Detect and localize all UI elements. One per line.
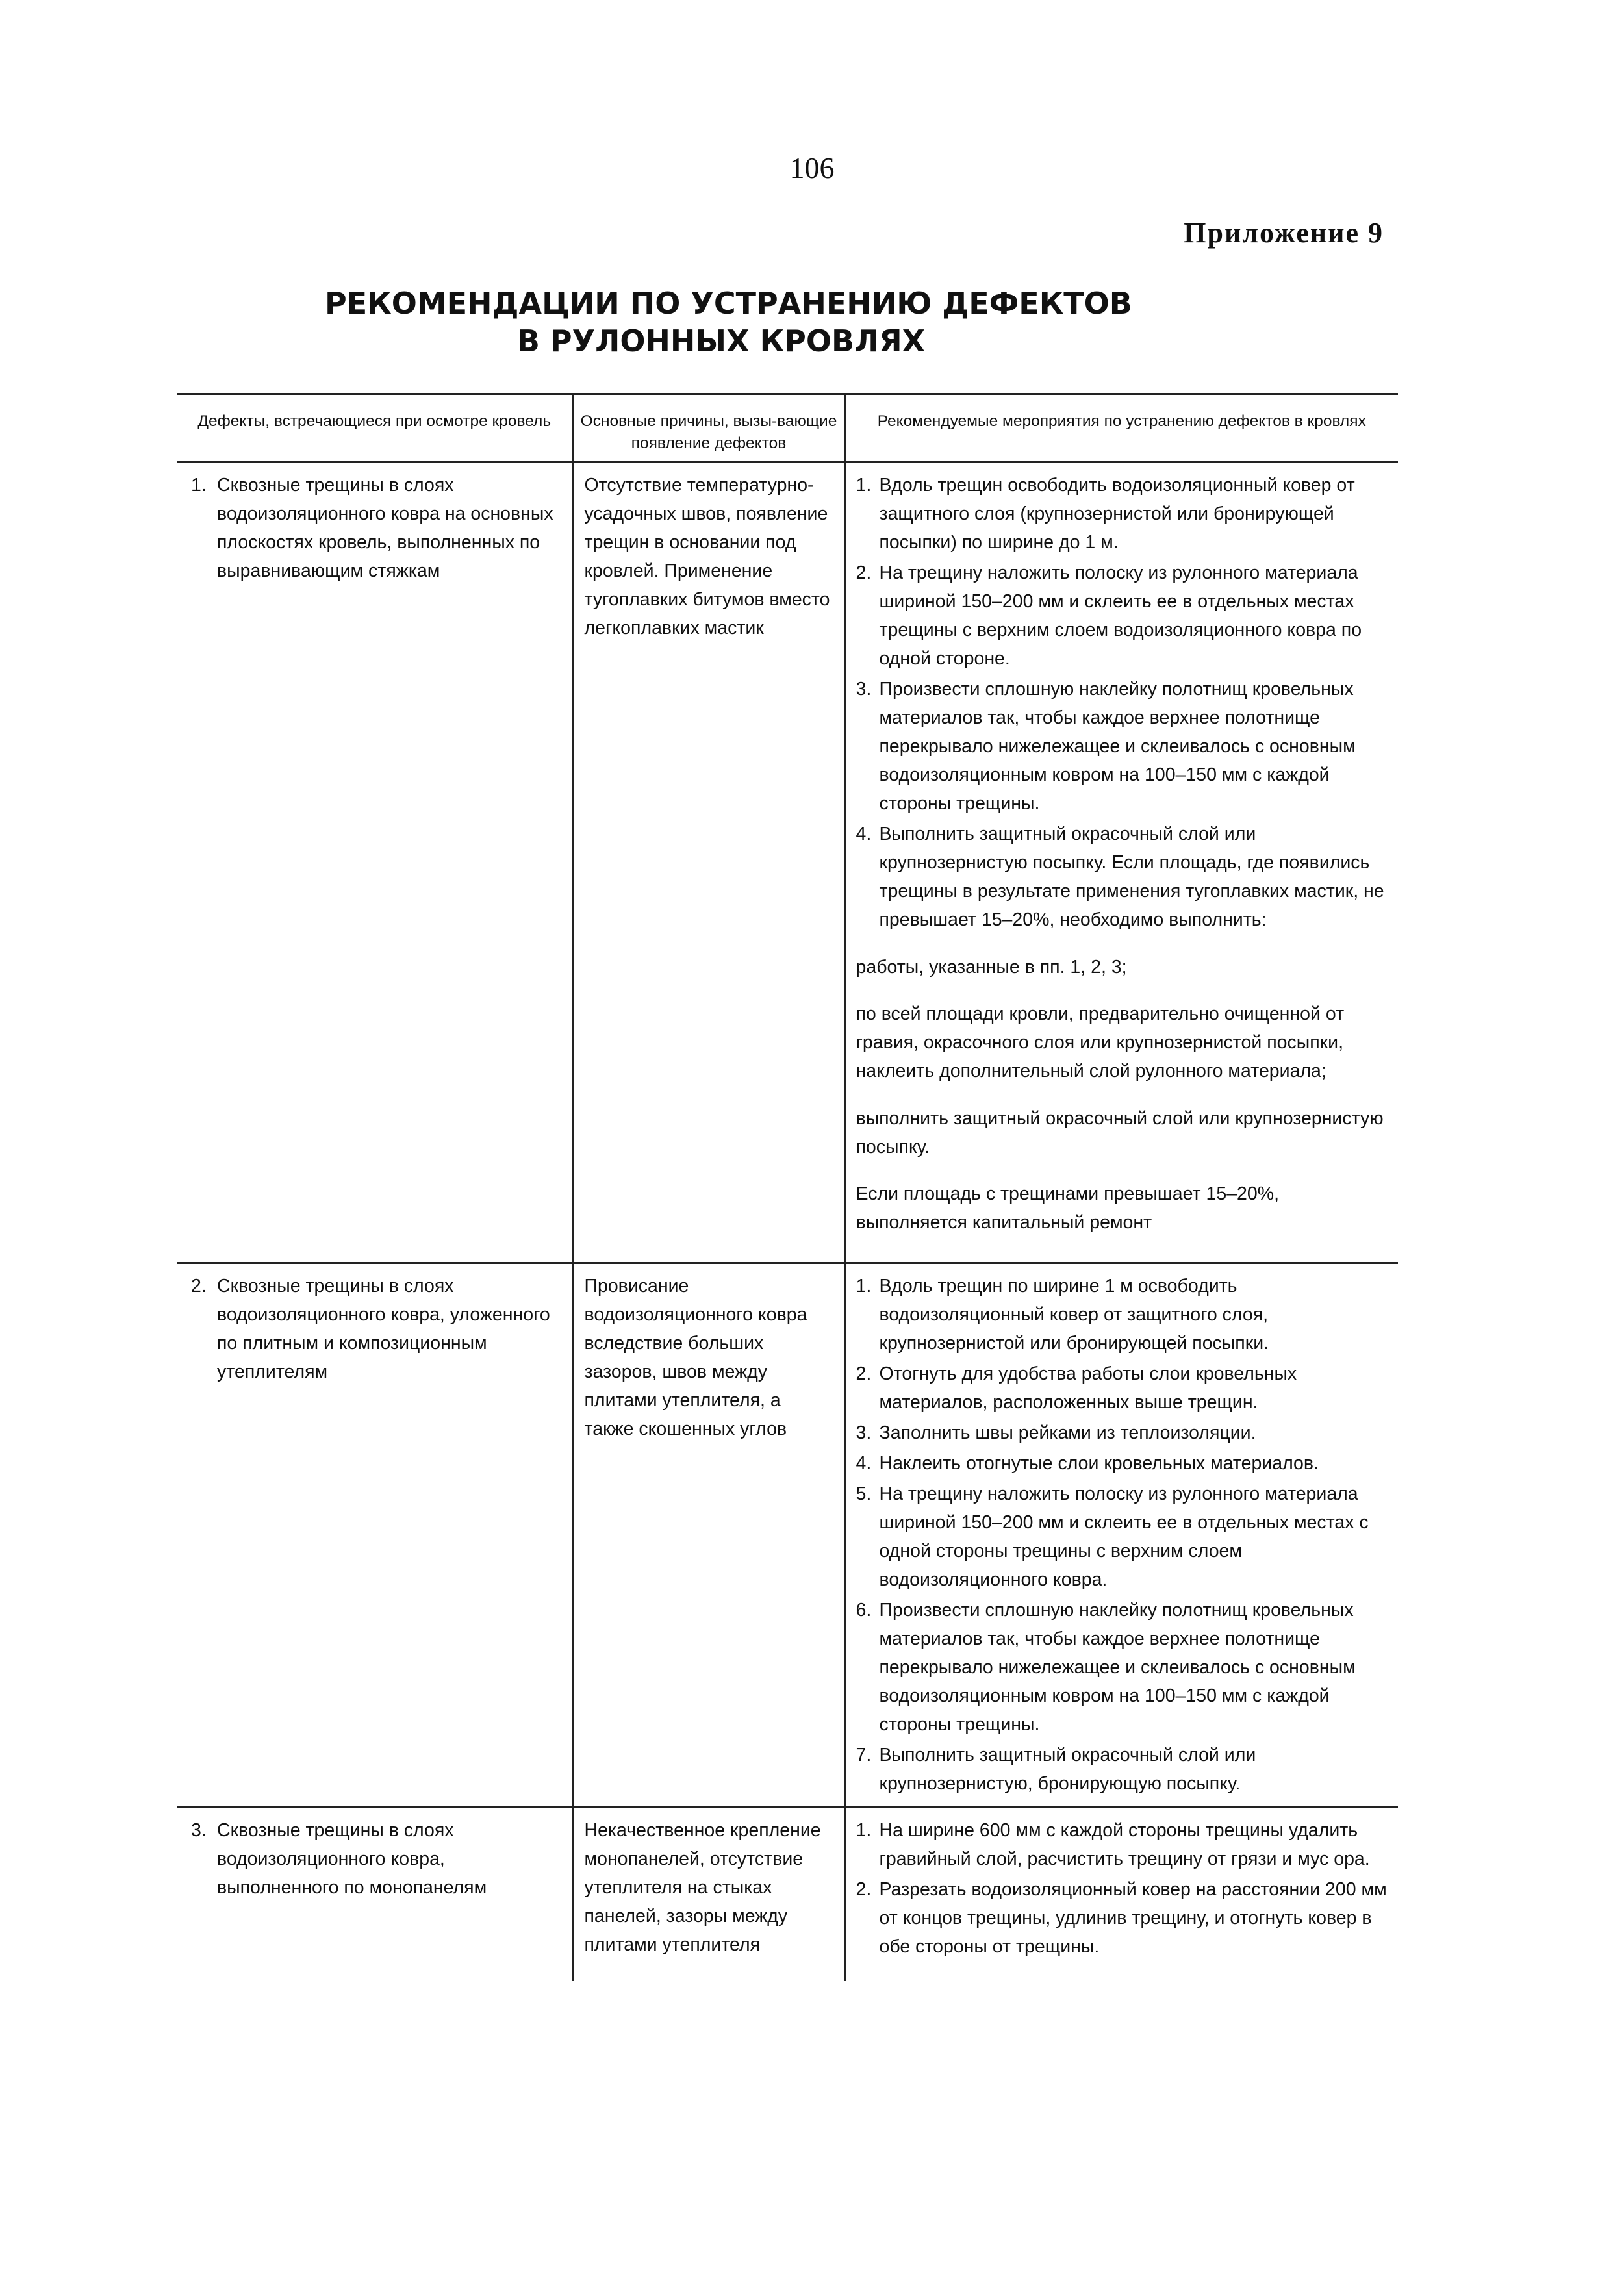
measure-text: Вдоль трещин освободить водоизоляционный ковер от защитного слоя (крупнозернистой или бронирующей посыпки) по ширине до 1 м. <box>879 475 1355 553</box>
measure-item <box>856 675 1388 818</box>
measure-number: 4. <box>856 1452 872 1474</box>
measure-number: 2. <box>856 562 872 583</box>
measures-cell <box>844 462 1398 1263</box>
measure-item <box>856 1480 1388 1594</box>
page-title-line-1: РЕКОМЕНДАЦИИ ПО УСТРАНЕНИЮ ДЕФЕКТОВ <box>325 286 1132 321</box>
measure-text: На трещину наложить полоску из рулонного материала шириной 150–200 мм и склеить ее в отдельных местах трещины с верхним слоем водоизоляционного ковра по одной стороне. <box>879 562 1362 669</box>
measure-text: Разрезать водоизоляционный ковер на расстоянии 200 мм от концов трещины, удлинив трещину, и отогнуть ковер в обе стороны от трещины. <box>879 1878 1387 1957</box>
header-measures: Рекомендуемые мероприятия по устранению дефектов в кровлях <box>844 394 1398 462</box>
measures-cell <box>844 1263 1398 1807</box>
measures-list <box>856 1272 1388 1798</box>
defect-text: Сквозные трещины в слоях водоизоляционного ковра на основных плоскостях кровель, выполненных по выравнивающим стяжкам <box>217 475 553 581</box>
measures-cell <box>844 1807 1398 1981</box>
measure-number: 4. <box>856 824 872 844</box>
defect-number: 2. <box>191 1275 207 1296</box>
measure-text: Выполнить защитный окрасочный слой или крупнозернистую, бронирующую посыпку. <box>879 1744 1256 1794</box>
header-defects: Дефекты, встречающиеся при осмотре кровель <box>177 394 573 462</box>
measure-item <box>856 1419 1388 1447</box>
cause-cell <box>573 462 844 1263</box>
measures-list <box>856 471 1388 934</box>
defect-text: Сквозные трещины в слоях водоизоляционного ковра, выполненного по монопанелям <box>217 1819 487 1898</box>
cause-cell <box>573 1807 844 1981</box>
measure-number: 1. <box>856 1819 872 1841</box>
measure-item <box>856 1359 1388 1417</box>
page-title-line-2: В РУЛОННЫХ КРОВЛЯХ <box>516 323 926 359</box>
table-row <box>177 1807 1398 1981</box>
measure-item <box>856 1596 1388 1739</box>
measure-number: 3. <box>856 679 872 700</box>
measure-item <box>856 1875 1388 1961</box>
measure-subitem: выполнить защитный окрасочный слой или крупнозернистую посыпку. <box>856 1107 1384 1157</box>
measure-item <box>856 820 1388 934</box>
measure-item <box>856 1741 1388 1798</box>
table-row <box>177 462 1398 1263</box>
measure-number: 6. <box>856 1599 872 1621</box>
measure-text: Произвести сплошную наклейку полотнищ кровельных материалов так, чтобы каждое верхнее полотнище перекрывало нижележащее и склеивалось с основным водоизоляционным ковром на 100–150 мм с каждой стороны трещины. <box>879 679 1356 814</box>
cause-cell <box>573 1263 844 1807</box>
measure-text: Выполнить защитный окрасочный слой или крупнозернистую посыпку. Если площадь, где появились трещины в результате применения тугоплавких мастик, не превышает 15–20%, необходимо выполнить: <box>879 824 1384 930</box>
page-number: 106 <box>789 151 835 184</box>
table-row <box>177 1263 1398 1807</box>
defect-text: Сквозные трещины в слоях водоизоляционного ковра, уложенного по плитным и композиционным утеплителям <box>217 1275 550 1382</box>
measures-list <box>856 1816 1388 1961</box>
measure-note: Если площадь с трещинами превышает 15–20%, выполняется капитальный ремонт <box>856 1183 1280 1233</box>
appendix-label: Приложение 9 <box>1184 217 1384 249</box>
page-title <box>325 284 1132 360</box>
defect-cell <box>177 462 573 1263</box>
recommendations-table <box>177 393 1398 1981</box>
defect-number: 1. <box>191 475 207 496</box>
measure-item <box>856 471 1388 557</box>
defect-cell <box>177 1263 573 1807</box>
measure-number: 2. <box>856 1363 872 1384</box>
measure-subitem: работы, указанные в пп. 1, 2, 3; <box>856 956 1127 978</box>
measure-text: Заполнить швы рейками из теплоизоляции. <box>879 1422 1256 1443</box>
measure-number: 1. <box>856 1275 872 1296</box>
measure-number: 3. <box>856 1422 872 1443</box>
measure-number: 5. <box>856 1483 872 1504</box>
measure-item <box>856 1449 1388 1478</box>
cause-text: Отсутствие температурно-усадочных швов, появление трещин в основании под кровлей. Применение тугоплавких битумов вместо легкоплавких мастик <box>584 475 830 638</box>
measure-text: Вдоль трещин по ширине 1 м освободить водоизоляционный ковер от защитного слоя, крупнозернистой или бронирующей посыпки. <box>879 1275 1269 1354</box>
measure-number: 1. <box>856 475 872 496</box>
measure-text: Произвести сплошную наклейку полотнищ кровельных материалов так, чтобы каждое верхнее полотнище перекрывало нижележащее и склеивалось с основным водоизоляционным ковром на 100–150 мм с каждой стороны трещины. <box>879 1599 1356 1735</box>
measure-item <box>856 559 1388 673</box>
measure-text: Отогнуть для удобства работы слои кровельных материалов, расположенных выше трещин. <box>879 1363 1297 1413</box>
measure-item <box>856 1272 1388 1358</box>
measure-number: 7. <box>856 1744 872 1765</box>
measure-text: Наклеить отогнутые слои кровельных материалов. <box>879 1452 1319 1474</box>
measure-text: На ширине 600 мм с каждой стороны трещины удалить гравийный слой, расчистить трещину от грязи и мус ора. <box>879 1819 1370 1869</box>
measure-subitem: по всей площади кровли, предварительно очищенной от гравия, окрасочного слоя или крупнозернистой посыпки, наклеить дополнительный слой рулонного материала; <box>856 1004 1345 1081</box>
cause-text: Некачественное крепление монопанелей, отсутствие утеплителя на стыках панелей, зазоры между плитами утеплителя <box>584 1819 821 1955</box>
header-causes: Основные причины, вызы-вающие появление дефектов <box>573 394 844 462</box>
cause-text: Провисание водоизоляционного ковра вследствие больших зазоров, швов между плитами утеплителя, а также скошенных углов <box>584 1275 807 1439</box>
table-header-row <box>177 394 1398 462</box>
measure-text: На трещину наложить полоску из рулонного материала шириной 150–200 мм и склеить ее в отдельных местах с одной стороны трещины с верхним слоем водоизоляционного ковра. <box>879 1483 1369 1590</box>
measure-number: 2. <box>856 1878 872 1900</box>
defect-number: 3. <box>191 1819 207 1841</box>
measure-item <box>856 1816 1388 1873</box>
defect-cell <box>177 1807 573 1981</box>
